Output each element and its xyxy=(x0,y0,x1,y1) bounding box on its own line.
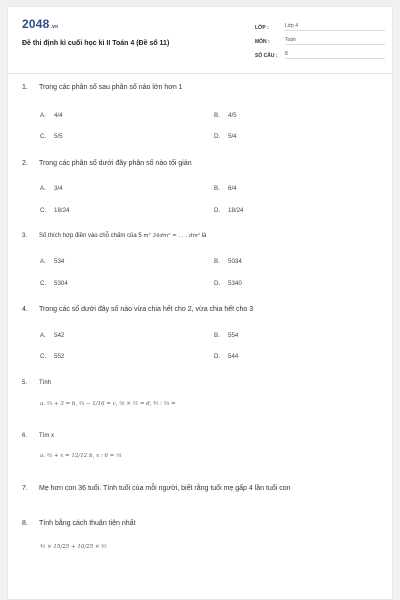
option-letter: B. xyxy=(214,112,220,119)
option-value: 6/4 xyxy=(228,185,237,192)
option-3b[interactable] xyxy=(214,258,242,265)
exam-title: Đề thi định kì cuối học kì II Toán 4 (Đề số 11) xyxy=(22,40,170,47)
question-text: Tìm x xyxy=(39,433,54,439)
question-7 xyxy=(22,485,384,492)
option-letter: A. xyxy=(40,258,46,265)
option-letter: A. xyxy=(40,185,46,192)
option-value: 5340 xyxy=(228,280,242,287)
option-value: 5/5 xyxy=(54,133,63,140)
option-1d[interactable] xyxy=(214,133,237,140)
meta-value: 8 xyxy=(285,51,385,59)
question-3 xyxy=(22,233,384,239)
question-number: 1. xyxy=(22,84,28,91)
question-number: 8. xyxy=(22,520,28,527)
option-letter: C. xyxy=(40,133,47,140)
question-6 xyxy=(22,433,384,439)
meta-value: Toán xyxy=(285,37,385,45)
option-value: 18/24 xyxy=(228,207,244,214)
exam-meta xyxy=(255,19,385,61)
question-text: Trong các phân số dưới đây phân số nào tối giản xyxy=(39,160,192,167)
option-value: 5/4 xyxy=(228,133,237,140)
logo-sub: .vn xyxy=(50,24,59,30)
question-text: Tính xyxy=(39,380,52,386)
meta-label: MÔN : xyxy=(255,39,270,45)
option-2a[interactable] xyxy=(40,185,63,192)
question-text: Mẹ hơn con 36 tuổi. Tính tuổi của mỗi người, biết rằng tuổi mẹ gấp 4 lần tuổi con xyxy=(39,485,291,492)
option-value: 542 xyxy=(54,332,65,339)
option-letter: B. xyxy=(214,332,220,339)
meta-subject-row xyxy=(255,33,385,45)
question-4 xyxy=(22,306,384,313)
option-value: 552 xyxy=(54,353,65,360)
option-2d[interactable] xyxy=(214,207,243,214)
option-4b[interactable] xyxy=(214,332,238,339)
question-6-math: a. ⅔ + x = 12/12 b, x : 6 = ⅓ xyxy=(40,453,122,459)
option-2c[interactable] xyxy=(40,207,69,214)
question-number: 2. xyxy=(22,160,28,167)
option-value: 5304 xyxy=(54,280,68,287)
logo-main: 2048 xyxy=(22,17,50,31)
option-letter: C. xyxy=(40,207,47,214)
option-letter: B. xyxy=(214,258,220,265)
option-value: 4/4 xyxy=(54,112,63,119)
option-letter: D. xyxy=(214,353,221,360)
option-1a[interactable] xyxy=(40,112,63,119)
option-letter: D. xyxy=(214,207,221,214)
question-number: 5. xyxy=(22,380,28,386)
option-4a[interactable] xyxy=(40,332,64,339)
question-2 xyxy=(22,160,384,167)
question-5-math: a. ⅔ + 3 = b, ⅔ − 1/16 = c, ⅚ × ⅖ = d, ⅘ : ⅔ = xyxy=(40,401,176,407)
question-8 xyxy=(22,520,384,527)
question-number: 7. xyxy=(22,485,28,492)
option-value: 18/24 xyxy=(54,207,70,214)
header-divider xyxy=(8,73,392,74)
meta-count-row xyxy=(255,47,385,59)
option-3c[interactable] xyxy=(40,280,68,287)
option-2b[interactable] xyxy=(214,185,237,192)
option-letter: A. xyxy=(40,332,46,339)
question-5 xyxy=(22,380,384,386)
exam-sheet xyxy=(7,6,393,600)
question-text: Tính bằng cách thuận tiện nhất xyxy=(39,520,136,527)
option-value: 544 xyxy=(228,353,239,360)
question-number: 6. xyxy=(22,433,28,439)
question-number: 4. xyxy=(22,306,28,313)
option-value: 4/5 xyxy=(228,112,237,119)
site-logo[interactable] xyxy=(22,17,58,31)
option-value: 3/4 xyxy=(54,185,63,192)
option-1b[interactable] xyxy=(214,112,237,119)
question-math: m² 34dm² = . . . dm² xyxy=(143,233,200,239)
exam-header xyxy=(8,7,392,73)
question-1 xyxy=(22,84,384,91)
option-letter: C. xyxy=(40,280,47,287)
option-letter: B. xyxy=(214,185,220,192)
meta-class-row xyxy=(255,19,385,31)
option-1c[interactable] xyxy=(40,133,63,140)
option-letter: D. xyxy=(214,280,221,287)
meta-value: Lớp 4 xyxy=(285,23,385,31)
meta-label: SỐ CÂU : xyxy=(255,53,278,59)
option-letter: A. xyxy=(40,112,46,119)
option-4c[interactable] xyxy=(40,353,64,360)
question-8-math: ⅘ × 15/25 + 10/25 × ⅘ xyxy=(40,544,107,550)
question-number: 3. xyxy=(22,233,28,239)
option-value: 534 xyxy=(54,258,65,265)
option-value: 5034 xyxy=(228,258,242,265)
option-letter: C. xyxy=(40,353,47,360)
question-text: Trong các phân số sau phân số nào lớn hơn 1 xyxy=(39,84,183,91)
question-tail: là xyxy=(201,233,207,239)
option-value: 554 xyxy=(228,332,239,339)
meta-label: LỚP : xyxy=(255,25,269,31)
option-4d[interactable] xyxy=(214,353,238,360)
option-3a[interactable] xyxy=(40,258,64,265)
question-text: Số thích hợp điền vào chỗ chấm của 5 xyxy=(39,233,142,239)
option-letter: D. xyxy=(214,133,221,140)
option-3d[interactable] xyxy=(214,280,242,287)
question-text: Trong các số dưới đây số nào vừa chia hết cho 2, vừa chia hết cho 3 xyxy=(39,306,254,313)
